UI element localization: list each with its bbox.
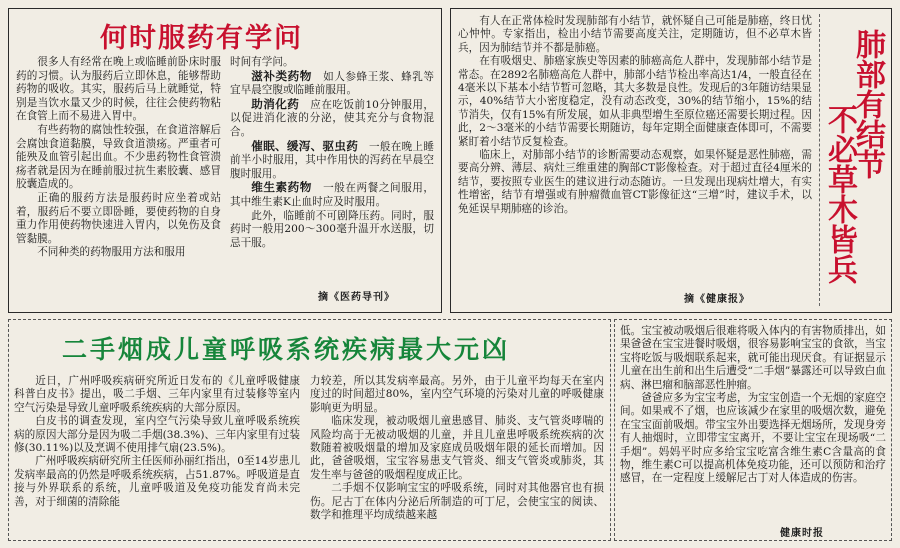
article-column — [458, 15, 812, 216]
paragraph: 广州呼吸疾病研究所主任医师孙丽红指出，0至14岁患儿发病率最高的仍然是呼吸系统疾病，占51.87%。呼吸道是直接与外界联系的系统，儿童呼吸道及免疫功能发育尚未完善，对于细菌的清除能 — [14, 455, 300, 508]
article-column — [14, 375, 300, 509]
paragraph: 近日，广州呼吸疾病研究所近日发布的《儿童呼吸健康科普白皮书》提出，吸二手烟、三年内家里有过装修等室内空气污染是导致儿童呼吸系统疾病的大部分原因。 — [14, 375, 300, 414]
paragraph: 临床发现，被动吸烟儿童患感冒、肺炎、支气管炎哮喘的风险均高于无被动吸烟的儿童，并且儿童患呼吸系统疾病的次数随着被吸烟量的增加及家庭成员吸烟年限的延长而增加。因此，爸爸吸烟，宝宝容易患支气管炎、细支气管炎或肺炎，其发生率与爸爸的吸烟程度成正比。 — [310, 415, 604, 481]
article-title: 二手烟成儿童呼吸系统疾病最大元凶 — [62, 335, 511, 364]
paragraph: 白皮书的调查发现，室内空气污染导致儿童呼吸系统疾病的原因大部分是因为吸二手烟(38.3%)、三年内家里有过装修(30.11%)以及烹调不使用排气扇(23.5%)。 — [14, 415, 300, 455]
drug-category-text: 一般在两餐之间服用，其中维生素K止血时应及时服用。 — [230, 182, 434, 208]
paragraph: 有人在正常体检时发现肺部有小结节，就怀疑自己可能是肺癌，终日忧心忡忡。专家指出，检出小结节需要高度关注，定期随访，但不必草木皆兵，因为肺结节并不都是肺癌。 — [458, 15, 812, 54]
title-line: 肺部有结节 — [850, 29, 885, 179]
article-column — [310, 375, 604, 522]
list-item — [230, 181, 434, 209]
drug-category: 催眠、缓泻、驱虫药 — [251, 138, 359, 153]
paragraph: 爸爸应多为宝宝考虑，为宝宝创造一个无烟的家庭空间。如果戒不了烟，也应该减少在家里的吸烟次数，避免在宝宝面前吸烟。带宝宝外出要选择无烟场所，发现身旁有人抽烟时，立即带宝宝离开，不要让宝宝在现场吸“二手烟”。妈妈平时应多给宝宝吃富含维生素C含量高的食物，维生素C可以提高机体免疫功能，还可以预防和治疗感冒，在一定程度上缓解尼古丁对人体造成的伤害。 — [620, 392, 886, 485]
paragraph: 不同种类的药物服用方法和服用 — [37, 246, 186, 259]
title-line: 不必草木皆兵 — [822, 104, 857, 284]
drug-category: 助消化药 — [251, 96, 300, 111]
paragraph: 有些药物的腐蚀性较强，在食道溶解后会腐蚀食道黏膜，导致食道溃疡。严重者可能殃及血管引起出血。不少患药物性食管溃疡者就是因为在睡前服过抗生素胶囊、感冒胶囊造成的。 — [16, 123, 221, 191]
article-title: 何时服药有学问 — [100, 23, 303, 54]
drug-category-text: 一般在晚上睡前半小时服用，其中作用快的泻药在早晨空腹时服用。 — [230, 140, 434, 180]
drug-category: 滋补类药物 — [251, 68, 312, 83]
paragraph: 正确的服药方法是服药时应坐着或站着，服药后不要立即卧睡，要使药物的自身重力作用使药物快速进入胃内，以免伤及食管黏膜。 — [16, 191, 221, 245]
list-item — [230, 140, 434, 182]
article-column — [230, 56, 434, 250]
drug-category-text: 应在吃饭前10分钟服用，以促进消化液的分泌，使其充分与食物混合。 — [230, 98, 434, 138]
paragraph: 此外，临睡前不可剧降压药。同时，服药时一般用200～300毫升温开水送服，切忌干服。 — [230, 209, 434, 249]
paragraph: 低。宝宝被动吸烟后很难将吸入体内的有害物质排出，如果爸爸在宝宝进餐时吸烟，很容易影响宝宝的食欲，当宝宝将吃饭与吸烟联系起来，就可能出现厌食。有证据显示儿童在出生前和出生后遭受“二手烟”暴露还可以导致白血病、淋巴瘤和脑部恶性肿瘤。 — [620, 325, 886, 391]
article-source: 健康时报 — [780, 528, 824, 539]
column-divider — [819, 14, 820, 306]
drug-category-text: 如人参蜂王浆、蜂乳等宜早晨空腹或临睡前服用。 — [230, 70, 434, 97]
list-item — [230, 98, 434, 140]
paragraph: 力较差，所以其发病率最高。另外，由于儿童平均每天在室内度过的时间超过80%，室内空气环境的污染对儿童的呼吸健康影响更为明显。 — [310, 375, 604, 414]
list-item — [230, 70, 434, 98]
paragraph: 临床上，对肺部小结节的诊断需要动态观察，如果怀疑是恶性肺癌，需要高分辨、薄层、病灶三维重建的胸部CT影像检查。对于超过直径4厘米的结节，要按照专业医生的建议进行动态随访。一旦发现出现病灶增大，有实性增密，结节有增强或有肿瘤微血管CT影像征这“三增”时，建议手术，以免延误早期肺癌的诊治。 — [458, 149, 812, 215]
paragraph: 时间有学问。 — [230, 56, 294, 68]
article-source: 摘《医药导刊》 — [318, 292, 395, 303]
drug-category: 维生素药物 — [251, 180, 312, 195]
article-column — [620, 325, 886, 486]
article-source: 摘《健康报》 — [684, 294, 750, 305]
article-column — [16, 56, 221, 260]
paragraph: 二手烟不仅影响宝宝的呼吸系统，同时对其他器官也有损伤。尼古丁在体内分泌后所制造的可丁尼，会使宝宝的阅读、数学和推理平均成绩越来越 — [310, 482, 604, 522]
paragraph: 在有吸烟史、肺癌家族史等因素的肺癌高危人群中，发现肺部小结节是常态。在2892名肺癌高危人群中，肺部小结节检出率高达1/4，一般直径在4毫米以下基本小结节暂可忽略，其大多数是良性。发现后的3年随访结果显示，40%结节大小密度稳定，没有动态改变，30%的结节缩小，15%的结节消失，仅有15%有所发展，如从非典型增生至原位癌还需要长期过程。因此，2～3毫米的小结节需要长期随访，每年定期全面健康查体即可，不需要紧盯着小结节反复检查。 — [458, 55, 812, 148]
paragraph: 很多人有经常在晚上或临睡前卧床时服药的习惯。认为服药后立即休息，能够帮助药物的吸收。其实，服药后马上就睡觉，特别是当饮水量又少的时候，往往会使药物粘在食管上而不易进入胃中。 — [16, 56, 221, 123]
